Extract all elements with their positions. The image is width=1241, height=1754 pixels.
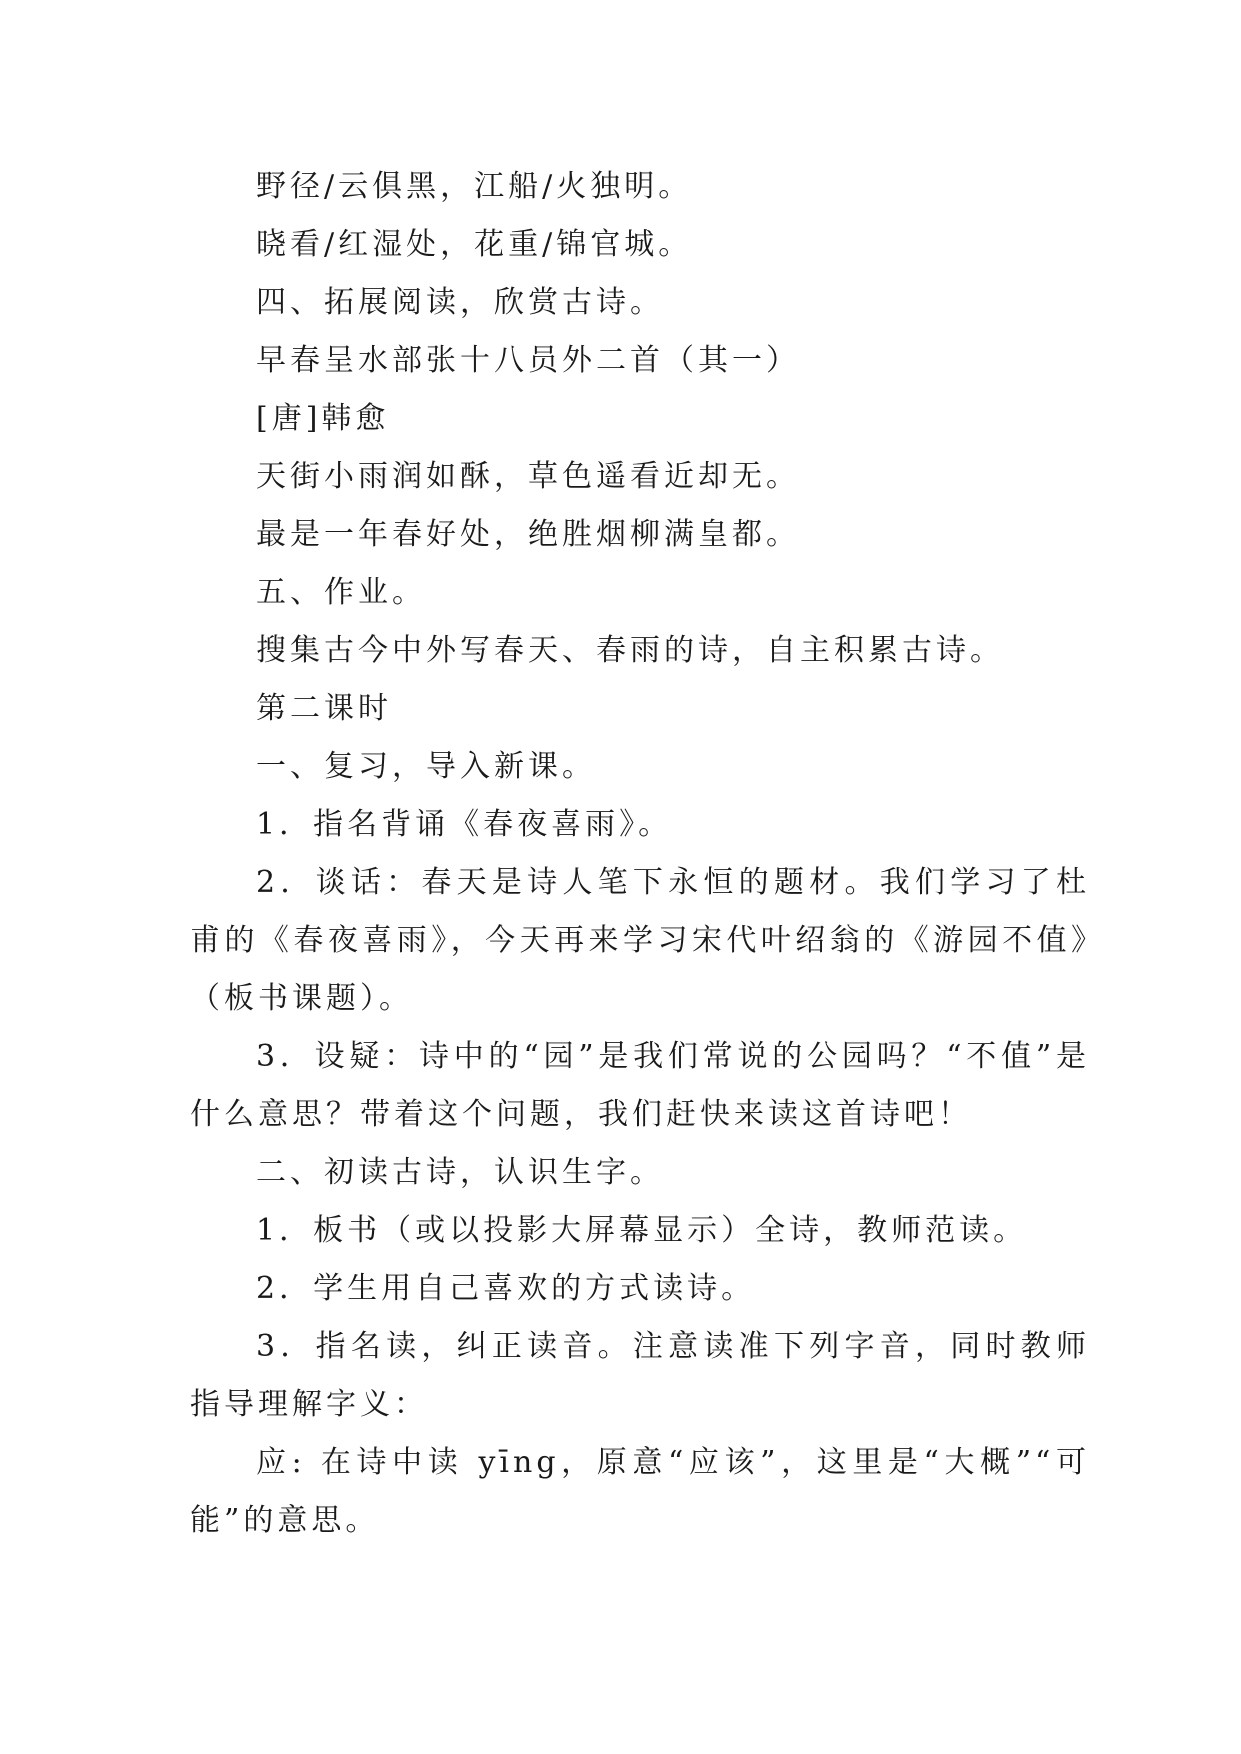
paragraph-talk: 2．谈话：春天是诗人笔下永恒的题材。我们学习了杜甫的《春夜喜雨》，今天再来学习宋代叶绍翁的《游园不值》（板书课题）。: [190, 865, 1090, 1016]
text-line: 1．指名背诵《春夜喜雨》。: [256, 807, 673, 842]
text-line: 1．板书（或以投影大屏幕显示）全诗，教师范读。: [256, 1213, 1028, 1248]
poem-line: 晓看/红湿处，花重/锦官城。: [256, 227, 693, 262]
poem-line: 野径/云俱黑，江船/火独明。: [256, 169, 693, 204]
document-body: [190, 158, 1090, 1550]
paragraph-ying: 应: 在诗中读 yīng，原意“应该”，这里是“大概”“可能”的意思。: [190, 1445, 1090, 1538]
paragraph-doubt: 3．设疑：诗中的“园”是我们常说的公园吗？“不值”是什么意思？带着这个问题，我们赶快来读这首诗吧！: [190, 1039, 1090, 1132]
poem-author: [唐]韩愈: [256, 401, 390, 436]
poem-line: 天街小雨润如酥，草色遥看近却无。: [256, 459, 800, 494]
text-line: 2．学生用自己喜欢的方式读诗。: [256, 1271, 756, 1306]
section-heading: 二、初读古诗，认识生字。: [256, 1155, 664, 1190]
poem-line: 最是一年春好处，绝胜烟柳满皇都。: [256, 517, 800, 552]
paragraph-read: 3．指名读，纠正读音。注意读准下列字音，同时教师指导理解字义：: [190, 1329, 1090, 1422]
lesson-heading: 第二课时: [256, 691, 392, 726]
section-heading: 一、复习，导入新课。: [256, 749, 596, 784]
poem-title: 早春呈水部张十八员外二首（其一）: [256, 343, 800, 378]
section-heading: 五、作业。: [256, 575, 426, 610]
section-heading: 四、拓展阅读，欣赏古诗。: [256, 285, 664, 320]
text-line: 搜集古今中外写春天、春雨的诗，自主积累古诗。: [256, 633, 1004, 668]
